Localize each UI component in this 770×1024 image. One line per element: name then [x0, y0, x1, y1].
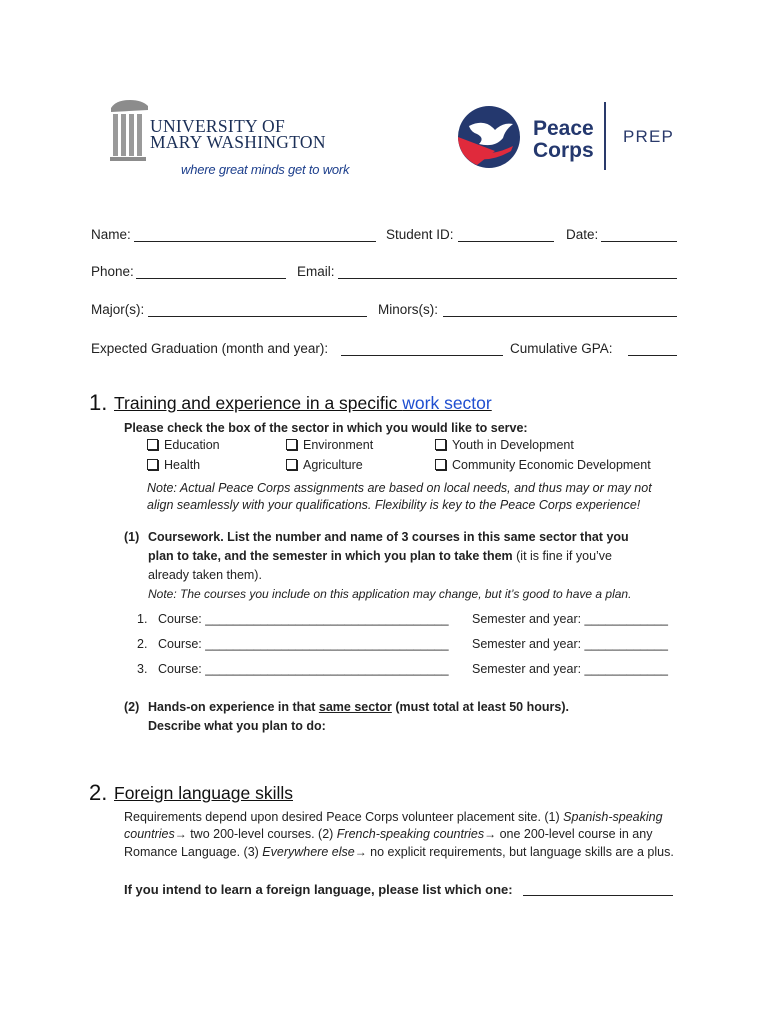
checkbox-icon[interactable] — [286, 459, 297, 470]
section1-number: 1. — [89, 390, 108, 415]
peace-word: Peace — [533, 117, 594, 140]
coursework-line1: Coursework. List the number and name of 3 courses in this same sector that you — [148, 530, 629, 544]
sector-instruction: Please check the box of the sector in which you would like to serve: — [124, 421, 528, 435]
req-text: no explicit requirements, but language skills are a plus. — [366, 845, 674, 859]
checkbox-icon[interactable] — [286, 439, 297, 450]
checkbox-icon[interactable] — [435, 439, 446, 450]
section2-title: Foreign language skills — [114, 783, 293, 803]
corps-word: Corps — [533, 139, 594, 162]
spanish-speaking-text: Spanish-speaking — [563, 810, 663, 824]
option-label: Education — [164, 438, 220, 452]
work-sector-link[interactable]: work sector — [402, 393, 492, 413]
course-row-2-semester[interactable]: Semester and year: ____________ — [472, 637, 668, 651]
requirements-line2 — [124, 827, 652, 841]
handson-line2: Describe what you plan to do: — [148, 719, 326, 733]
same-sector-text: same sector — [318, 700, 392, 714]
course-row-1-field[interactable]: Course: ___________________________________ — [158, 612, 449, 626]
course-row-2-number: 2. — [137, 637, 148, 651]
course-row-1-semester[interactable]: Semester and year: ____________ — [472, 612, 668, 626]
requirements-line1 — [124, 810, 663, 824]
coursework-marker: (1) — [124, 530, 140, 544]
requirements-line3 — [124, 845, 674, 859]
name-label: Name: — [91, 227, 131, 242]
majors-field[interactable] — [148, 316, 367, 317]
checkbox-icon[interactable] — [435, 459, 446, 470]
umw-tagline: where great minds get to work — [181, 162, 350, 177]
req-text: one 200-level course in any — [496, 827, 653, 841]
option-education[interactable] — [147, 438, 220, 452]
umw-columns-icon — [108, 98, 150, 164]
req-text: Romance Language. (3) — [124, 845, 263, 859]
minors-label: Minors(s): — [378, 302, 438, 317]
option-youth-in-development[interactable] — [435, 438, 574, 452]
handson-hours-text: (must total at least 50 hours). — [391, 700, 569, 714]
coursework-line2 — [148, 549, 612, 563]
course-row-3-field[interactable]: Course: ___________________________________ — [158, 662, 449, 676]
email-label: Email: — [297, 264, 335, 279]
course-row-1-number: 1. — [137, 612, 148, 626]
language-field[interactable] — [523, 895, 673, 896]
umw-name-line1: UNIVERSITY OF — [150, 116, 285, 136]
dove-flag-icon — [455, 104, 527, 170]
peace-corps-logo — [455, 102, 685, 174]
coursework-line2-regular: (it is fine if you’ve — [512, 549, 613, 563]
sector-note-line2: align seamlessly with your qualifications. Flexibility is key to the Peace Corps experience! — [147, 498, 641, 512]
handson-marker: (2) — [124, 700, 140, 714]
option-label: Agriculture — [303, 458, 363, 472]
checkbox-icon[interactable] — [147, 439, 158, 450]
course-row-2-field[interactable]: Course: ___________________________________ — [158, 637, 449, 651]
arrow-right-icon: → — [174, 827, 187, 841]
language-question: If you intend to learn a foreign language, please list which one: — [124, 882, 513, 897]
handson-line1 — [148, 700, 569, 714]
date-label: Date: — [566, 227, 599, 242]
section2-number: 2. — [89, 780, 108, 805]
umw-name-line2: MARY WASHINGTON — [150, 132, 326, 152]
handson-text: Hands-on experience in that — [148, 700, 319, 714]
name-field[interactable] — [134, 241, 376, 242]
coursework-line2-bold: plan to take, and the semester in which you plan to take them — [148, 549, 513, 563]
section1-title-text: Training and experience in a specific — [114, 393, 403, 413]
date-field[interactable] — [601, 241, 677, 242]
umw-logo — [108, 98, 358, 180]
coursework-line3: already taken them). — [148, 568, 262, 582]
option-agriculture[interactable] — [286, 458, 363, 472]
course-row-3-semester[interactable]: Semester and year: ____________ — [472, 662, 668, 676]
option-label: Community Economic Development — [452, 458, 651, 472]
section1-title — [114, 393, 492, 414]
option-label: Youth in Development — [452, 438, 574, 452]
majors-label: Major(s): — [91, 302, 145, 317]
phone-label: Phone: — [91, 264, 134, 279]
phone-field[interactable] — [136, 278, 286, 279]
minors-field[interactable] — [443, 316, 677, 317]
req-text: two 200-level courses. (2) — [186, 827, 337, 841]
logo-divider — [604, 102, 606, 170]
gpa-field[interactable] — [628, 355, 677, 356]
everywhere-else-text: Everywhere else — [262, 845, 355, 859]
graduation-field[interactable] — [341, 355, 503, 356]
graduation-label: Expected Graduation (month and year): — [91, 341, 329, 356]
french-speaking-text: French-speaking countries — [336, 827, 485, 841]
sector-note-line1: Note: Actual Peace Corps assignments are based on local needs, and thus may or may not — [147, 481, 652, 495]
option-health[interactable] — [147, 458, 200, 472]
option-community-economic-development[interactable] — [435, 458, 651, 472]
req-text: Requirements depend upon desired Peace Corps volunteer placement site. (1) — [124, 810, 564, 824]
gpa-label: Cumulative GPA: — [510, 341, 613, 356]
countries-text: countries — [124, 827, 175, 841]
email-field[interactable] — [338, 278, 677, 279]
option-label: Health — [164, 458, 201, 472]
student-id-field[interactable] — [458, 241, 554, 242]
option-label: Environment — [303, 438, 374, 452]
checkbox-icon[interactable] — [147, 459, 158, 470]
course-row-3-number: 3. — [137, 662, 148, 676]
arrow-right-icon: → — [354, 845, 367, 859]
student-id-label: Student ID: — [386, 227, 454, 242]
arrow-right-icon: → — [484, 827, 497, 841]
coursework-note: Note: The courses you include on this application may change, but it’s good to have a plan. — [148, 587, 632, 601]
option-environment[interactable] — [286, 438, 373, 452]
prep-label: PREP — [623, 127, 675, 146]
